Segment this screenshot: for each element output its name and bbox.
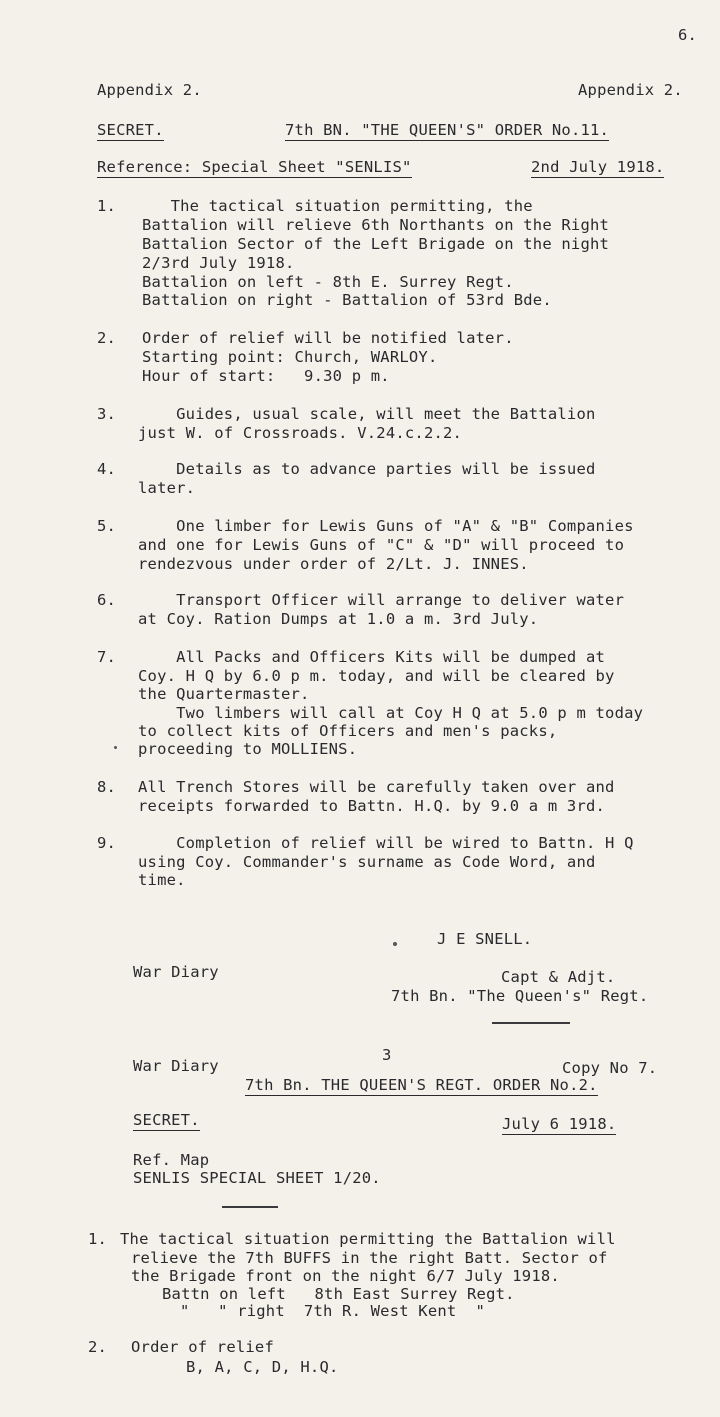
para-line: All Trench Stores will be carefully taken over and — [138, 778, 615, 796]
ink-speck — [393, 942, 397, 946]
signatory-rank: Capt & Adjt. — [501, 968, 616, 986]
para-line: Order of relief — [131, 1338, 274, 1356]
para-number: 4. — [97, 460, 117, 478]
para-line: proceeding to MOLLIENS. — [138, 740, 358, 758]
para-line: Guides, usual scale, will meet the Battalion — [138, 405, 596, 423]
para-line: to collect kits of Officers and men's packs, — [138, 722, 558, 740]
reference-line: Reference: Special Sheet "SENLIS" — [97, 158, 412, 176]
para-line: B, A, C, D, H.Q. — [186, 1358, 339, 1376]
para-number: 5. — [97, 517, 117, 535]
handwritten-number: 3 — [382, 1046, 392, 1064]
para-line: " " right 7th R. West Kent " — [180, 1302, 486, 1320]
para-number: 1. — [97, 197, 117, 215]
para-number: 2. — [97, 329, 117, 347]
signatory-unit: 7th Bn. "The Queen's" Regt. — [391, 987, 649, 1005]
para-number: 9. — [97, 834, 117, 852]
para-line: receipts forwarded to Battn. H.Q. by 9.0 a m 3rd. — [138, 797, 606, 815]
para-line: using Coy. Commander's surname as Code Word, and — [138, 853, 596, 871]
para-line: Coy. H Q by 6.0 p m. today, and will be cleared by — [138, 667, 615, 685]
para-line: One limber for Lewis Guns of "A" & "B" Companies — [138, 517, 634, 535]
order-date-2: July 6 1918. — [502, 1115, 617, 1133]
divider — [222, 1206, 278, 1208]
secret-label-2: SECRET. — [133, 1111, 200, 1129]
para-number: 8. — [97, 778, 117, 796]
para-line: Battn on left 8th East Surrey Regt. — [162, 1285, 515, 1303]
appendix-label-right: Appendix 2. — [578, 81, 683, 99]
para-number: 6. — [97, 591, 117, 609]
para-line: Details as to advance parties will be issued — [138, 460, 596, 478]
reference-map: Ref. Map — [133, 1151, 210, 1169]
para-line: Starting point: Church, WARLOY. — [142, 348, 438, 366]
para-line: rendezvous under order of 2/Lt. J. INNES. — [138, 555, 529, 573]
para-line: Battalion on right - Battalion of 53rd Bde. — [142, 291, 552, 309]
para-line: just W. of Crossroads. V.24.c.2.2. — [138, 424, 463, 442]
para-number: 1. — [88, 1230, 108, 1248]
reference-sheet: SENLIS SPECIAL SHEET 1/20. — [133, 1169, 381, 1187]
para-line: Hour of start: 9.30 p m. — [142, 367, 390, 385]
para-line: at Coy. Ration Dumps at 1.0 a m. 3rd July. — [138, 610, 539, 628]
divider — [492, 1022, 570, 1024]
para-number: 3. — [97, 405, 117, 423]
para-number: 2. — [88, 1338, 108, 1356]
order-date: 2nd July 1918. — [531, 158, 665, 176]
signatory-name: J E SNELL. — [437, 930, 533, 948]
para-line: and one for Lewis Guns of "C" & "D" will proceed to — [138, 536, 625, 554]
copy-number: Copy No 7. — [562, 1059, 658, 1077]
order-title: 7th BN. "THE QUEEN'S" ORDER No.11. — [285, 121, 610, 139]
para-line: Order of relief will be notified later. — [142, 329, 514, 347]
page-number: 6. — [678, 26, 698, 44]
war-diary-label: War Diary — [133, 963, 219, 981]
war-diary-label-2: War Diary — [133, 1057, 219, 1075]
para-line: relieve the 7th BUFFS in the right Batt. Sector of — [131, 1249, 608, 1267]
para-line: Battalion on left - 8th E. Surrey Regt. — [142, 273, 514, 291]
para-line: Completion of relief will be wired to Battn. H Q — [138, 834, 634, 852]
para-line: Battalion will relieve 6th Northants on the Right — [142, 216, 610, 234]
order-title-2: 7th Bn. THE QUEEN'S REGT. ORDER No.2. — [245, 1076, 598, 1094]
para-line: The tactical situation permitting the Battalion will — [120, 1230, 616, 1248]
para-line: 2/3rd July 1918. — [142, 254, 295, 272]
para-line: time. — [138, 871, 186, 889]
secret-label: SECRET. — [97, 121, 164, 139]
appendix-label-left: Appendix 2. — [97, 81, 202, 99]
para-line: the Quartermaster. — [138, 685, 310, 703]
para-line: later. — [138, 479, 196, 497]
para-line: the Brigade front on the night 6/7 July 1918. — [131, 1267, 560, 1285]
para-line: Two limbers will call at Coy H Q at 5.0 p m today — [138, 704, 644, 722]
para-line: All Packs and Officers Kits will be dumped at — [138, 648, 606, 666]
para-number: 7. — [97, 648, 117, 666]
para-line: Battalion Sector of the Left Brigade on the night — [142, 235, 610, 253]
ink-speck — [114, 746, 117, 749]
para-line: Transport Officer will arrange to deliver water — [138, 591, 625, 609]
para-line: The tactical situation permitting, the — [142, 197, 533, 215]
